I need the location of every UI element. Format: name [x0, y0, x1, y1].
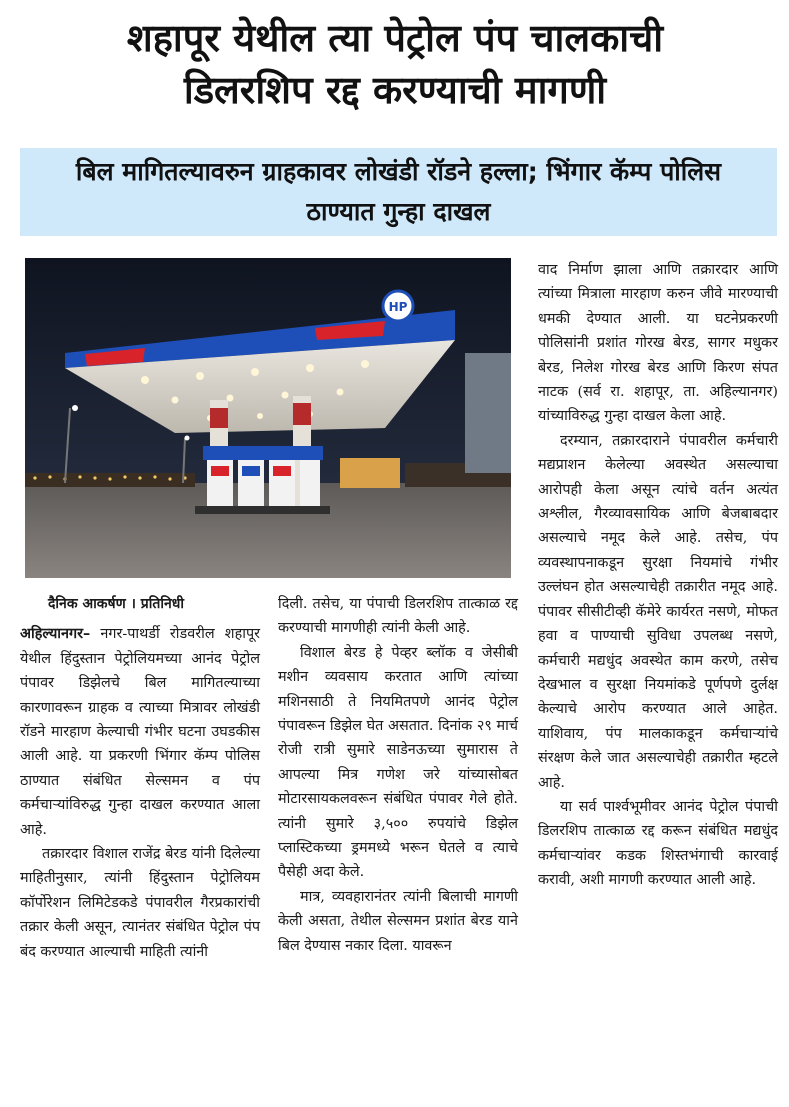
article-column-1 — [20, 592, 260, 964]
dateline: अहिल्यानगर– — [20, 626, 91, 643]
petrol-pump-photo — [25, 258, 511, 578]
paragraph-5: दरम्यान, तक्रारदाराने पंपावरील कर्मचारी मद्यप्राशन केलेल्या अवस्थेत असल्याचा आरोपही केला असून त्यांचे वर्तन अत्यंत अश्लील, गैरव्यावसायिक आणि बेजबाबदार असल्याचे नमूद केले आहे. तसेच, पंप व्यवस्थापनाकडून सुरक्षा नियमांचे गंभीर उल्लंघन होत असल्याचेही तक्रारीत नमूद आहे. पंपावर सीसीटीव्ही कॅमेरे कार्यरत नसणे, मोफत हवा व पाण्याची सुविधा उपलब्ध नसणे, कर्मचारी मद्यधुंद अवस्थेत काम करणे, तसेच देखभाल व सुरक्षा नियमांकडे पूर्णपणे दुर्लक्ष केल्याचे आरोप करण्यात आले आहेत. याशिवाय, पंप मालकाकडून कर्मचाऱ्यांचे संरक्षण केले जात असल्याचेही तक्रारीत म्हटले आहे. — [538, 432, 778, 791]
headline-line-1: शहापूर येथील त्या पेट्रोल पंप चालकाची — [126, 16, 664, 60]
paragraph-1 — [20, 622, 260, 842]
paragraph-1-text: नगर-पाथर्डी रोडवरील शहापूर येथील हिंदुस्तान पेट्रोलियमच्या आनंद पेट्रोल पंपावर डिझेलचे बिल मागितल्याच्या कारणावरून ग्राहक व त्याच्या मित्रावर लोखंडी रॉडने मारहाण केल्याची गंभीर घटना उघडकीस आली आहे. या प्रकरणी भिंगार कॅम्प पोलिस ठाण्यात संबंधित सेल्समन व पंप कर्मचाऱ्यांविरुद्ध गुन्हा दाखल करण्यात आला आहे. — [20, 626, 260, 838]
paragraph-2-continued: दिली. तसेच, या पंपाची डिलरशिप तात्काळ रद्द करण्याची मागणीही त्यांनी केली आहे. — [278, 596, 518, 637]
paragraph-4: मात्र, व्यवहारानंतर त्यांनी बिलाची मागणी केली असता, तेथील सेल्समन प्रशांत बेरड याने बिल देण्यास नकार दिला. यावरून — [278, 888, 518, 954]
paragraph-6: या सर्व पार्श्वभूमीवर आनंद पेट्रोल पंपाची डिलरशिप तात्काळ रद्द करून संबंधित मद्यधुंद कर्मचाऱ्यांवर कडक शिस्तभंगाची कारवाई करावी, अशी मागणी करण्यात आली आहे. — [538, 798, 778, 889]
article-column-2 — [278, 592, 518, 958]
article-column-3 — [538, 258, 778, 893]
subheadline: बिल मागितल्यावरुन ग्राहकावर लोखंडी रॉडने हल्ला; भिंगार कॅम्प पोलिस ठाण्यात गुन्हा दाखल — [75, 157, 722, 226]
paragraph-2: तक्रारदार विशाल राजेंद्र बेरड यांनी दिलेल्या माहितीनुसार, त्यांनी हिंदुस्तान पेट्रोलियम कॉर्पोरेशन लिमिटेडकडे पंपावरील गैरप्रकारांची तक्रार केली असून, त्यानंतर संबंधित पेट्रोल पंप बंद करण्यात आल्याची माहिती त्यांनी — [20, 846, 260, 960]
paragraph-3: विशाल बेरड हे पेव्हर ब्लॉक व जेसीबी मशीन व्यवसाय करतात आणि त्यांच्या मशिनसाठी ते नियमितपणे आनंद पेट्रोल पंपावरून डिझेल घेत असतात. दिनांक २९ मार्च रोजी रात्री सुमारे साडेनऊच्या सुमारास ते आपल्या मित्र गणेश जरे यांच्यासोबत मोटारसायकलवरून संबंधित पंपावर गेले होते. त्यांनी सुमारे ३,५०० रुपयांचे डिझेल प्लास्टिकच्या ड्रममध्ये भरून घेतले व त्याचे पैसेही अदा केले. — [278, 644, 518, 881]
hp-logo: HP — [388, 300, 408, 314]
headline-line-2: डिलरशिप रद्द करण्याची मागणी — [183, 68, 607, 112]
petrol-pump-illustration — [25, 258, 511, 578]
headline — [20, 12, 770, 116]
paragraph-4-continued: वाद निर्माण झाला आणि तक्रारदार आणि त्यांच्या मित्राला मारहाण करुन जीवे मारण्याची धमकी देण्यात आली. या घटनेप्रकरणी पोलिसांनी प्रशांत गोरख बेरड, सागर मधुकर बेरड, निलेश गोरख बेरड आणि किरण संपत नाटक (सर्व रा. शहापूर, ता. अहिल्यानगर) यांच्याविरुद्ध गुन्हा दाखल केला आहे. — [538, 262, 778, 425]
byline: दैनिक आकर्षण । प्रतिनिधी — [48, 596, 184, 612]
subheadline-box — [20, 148, 777, 236]
